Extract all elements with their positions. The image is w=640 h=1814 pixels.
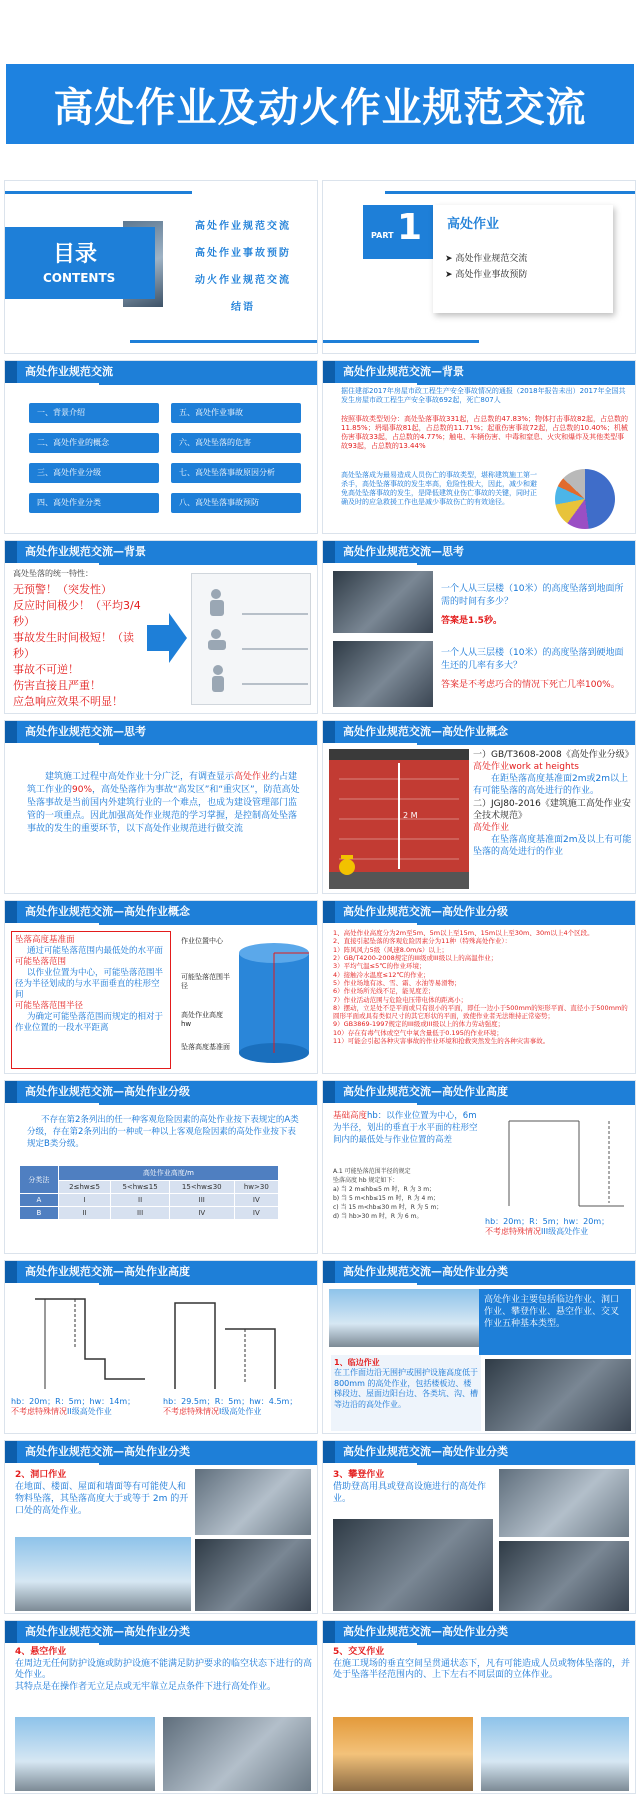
slide-header: 高处作业规范交流 <box>5 361 317 383</box>
agenda-item[interactable]: 七、高处坠落事故原因分析 <box>171 463 301 483</box>
slide-background-stats <box>322 360 636 534</box>
scaffold-photo <box>333 571 433 633</box>
right-arrow-icon <box>147 613 187 663</box>
term-definition: 以作业位置为中心，可能坠落范围半径为半径划成的与水平面垂直的柱形空间 <box>15 968 164 1001</box>
falling-figures-diagram <box>191 573 311 705</box>
agenda-item[interactable]: 四、高处作业分类 <box>29 493 159 513</box>
toc-item[interactable]: 高处作业事故预防 <box>195 248 291 259</box>
char-line: 伤害直接且严重！ <box>13 679 101 693</box>
slide-grading-list <box>322 900 636 1074</box>
title-band <box>6 64 634 144</box>
think-paragraph <box>27 771 303 836</box>
table-row <box>20 1207 279 1220</box>
agenda-item[interactable]: 六、高处坠落的危害 <box>171 433 301 453</box>
grading-item: 8）摆动，立足处不是平面或只有很小的平面，即任一边小于500mm的矩形平面、直径小于500mm的圆形平面或具有类似尺寸的其它形状的平面，致使作业者无法维持正常姿势； <box>333 1003 628 1021</box>
grading-line: 2、直接引起坠落的客观危险因素分为11种（特殊高处作业）： <box>333 937 512 946</box>
climbing-photo-top <box>499 1469 629 1537</box>
slide-header: 高处作业规范交流—高处作业概念 <box>5 901 317 923</box>
grading-item: 5）作业场地有冰、雪、霜、水油等易滑物； <box>333 978 461 987</box>
table-col: 2≤hw≤5 <box>58 1181 110 1194</box>
type-title: 5、交叉作业 <box>333 1647 385 1657</box>
part-item-text: 高处作业规范交流 <box>455 254 528 264</box>
term: 坠落高度基准面 <box>15 935 75 945</box>
grading-table <box>19 1165 279 1220</box>
type-title: 2、洞口作业 <box>15 1470 67 1480</box>
slide-hole-work <box>4 1440 318 1614</box>
slide-suspended-work <box>4 1620 318 1794</box>
radius-table <box>333 1167 483 1221</box>
height-illustration <box>329 749 469 889</box>
floor-opening-photo <box>15 1537 191 1611</box>
climbing-photo-bottom <box>499 1541 629 1611</box>
site-photo <box>333 641 433 707</box>
part-item-text: 高处作业事故预防 <box>455 270 528 280</box>
slide-header: 高处作业规范交流—高处作业分类 <box>5 1441 317 1463</box>
cross-work-text <box>333 1647 631 1682</box>
type-definition: 在施工现场的垂直空间呈贯通状态下，凡有可能造成人员或物体坠落的，并处于坠落半径范围内的、上下左右不同层面的立体作业。 <box>333 1658 631 1681</box>
answer: 答案是不考虑巧合的情况下死亡几率100%。 <box>441 680 620 690</box>
type-definition: 在地面、楼面、屋面和墙面等有可能使人和物料坠落，其坠落高度大于或等于 2m 的开口处的高处作业。 <box>15 1482 189 1517</box>
slide-header: 高处作业规范交流—思考 <box>5 721 317 743</box>
radius-line: d) 当 hb>30 m 时，R 为 6 m。 <box>333 1213 423 1220</box>
char-line: 事故发生时间极短！（读秒） <box>13 631 134 661</box>
char-line: 事故不可逆！ <box>13 663 79 677</box>
cross-work-photo-right <box>481 1717 629 1791</box>
caption-level: II级高处作业 <box>67 1407 112 1417</box>
caption-note: 不考虑特殊情况 <box>485 1227 541 1237</box>
standard-name: 二）JGJ80-2016《建筑施工高处作业安全技术规范》 <box>473 798 631 821</box>
radius-line: a) 当 2 m≤hb≤5 m 时，R 为 3 m； <box>333 1186 436 1193</box>
row-key: B <box>20 1207 59 1220</box>
table-cell: II <box>58 1207 110 1220</box>
table-col: 5<hw≤15 <box>111 1181 170 1194</box>
slide-header: 高处作业规范交流—高处作业分类 <box>5 1621 317 1643</box>
slide-header: 高处作业规范交流—背景 <box>5 541 317 563</box>
right-caption <box>163 1397 315 1418</box>
slide-concept-cylinder <box>4 900 318 1074</box>
part-item: ➤ 高处作业事故预防 <box>445 270 528 280</box>
para-text: ，高处坠落作为事故“高发区”和“重灾区”，防范高处坠落事故是当前国内外建筑行业的一个难点，也成为建设管理部门监管的一项重点。因此加强高处作业规范的学习掌握，是控制高处坠落事故的发生的重要环节，以下高处作业规范进行做交流 <box>27 785 300 835</box>
accident-pie-chart <box>555 469 615 529</box>
diagram-label: 可能坠落范围半径 <box>181 973 230 991</box>
definitions-box <box>11 931 171 1069</box>
agenda-item[interactable]: 三、高处作业分级 <box>29 463 159 483</box>
slide-think-paragraph <box>4 720 318 894</box>
ruler-label: 2 M <box>403 811 418 820</box>
grading-line: 1、高处作业高度分为2m至5m、5m以上至15m、15m以上至30m、30m以上4个区段。 <box>333 929 594 937</box>
basis-definition: hb：以作业位置为中心，6m为半径，划出的垂直于水平面的柱形空间内的最低处与作业位置的高差 <box>333 1111 478 1145</box>
term: 可能坠落范围 <box>15 957 67 968</box>
title-banner <box>0 0 640 170</box>
agenda-item[interactable]: 一、背景介绍 <box>29 403 159 423</box>
row-key: A <box>20 1194 59 1207</box>
type-title: 4、悬空作业 <box>15 1647 67 1657</box>
keyword: 高处作业work at heights <box>473 762 579 773</box>
edge-work-photo <box>485 1359 631 1431</box>
table-cell: II <box>111 1194 170 1207</box>
table-row <box>20 1194 279 1207</box>
slide-part1 <box>322 180 636 354</box>
toc-item[interactable]: 结语 <box>231 302 255 313</box>
table-cell: IV <box>234 1194 278 1207</box>
type-definition: 在周边无任何防护设施或防护设施不能满足防护要求的临空状态下进行的高处作业。 <box>15 1658 313 1681</box>
grading-item: 9）GB3869-1997规定的III级或III级以上的体力劳动强度； <box>333 1020 505 1029</box>
table-corner: 分类法 <box>20 1166 59 1194</box>
slide-header: 高处作业规范交流—高处作业分类 <box>323 1621 635 1643</box>
toc-heading: 目录 <box>53 242 98 267</box>
suspended-text <box>15 1647 313 1694</box>
basis-term: 基础高度 <box>333 1111 368 1121</box>
grading-item: 4）接触冷水温度≤12℃的作业； <box>333 970 430 979</box>
type-feature: 其特点是在操作者无立足点或无牢靠立足点条件下进行高处作业。 <box>15 1682 277 1693</box>
diagram-label: 坠落高度基准面 <box>181 1043 230 1051</box>
ladder-photo <box>333 1519 493 1611</box>
table-header: 高处作业高度/m <box>58 1166 278 1181</box>
gondola-photo <box>163 1717 311 1791</box>
intro-box <box>479 1289 631 1355</box>
question: 一个人从三层楼（10米）的高度坠落到硬地面生还的几率有多大？ <box>441 648 624 671</box>
page-title: 高处作业及动火作业规范交流 <box>53 84 587 131</box>
table-cell: IV <box>234 1207 278 1220</box>
question: 一个人从三层楼（10米）的高度坠落到地面所需的时间有多少？ <box>441 584 624 607</box>
slide-header: 高处作业规范交流—背景 <box>323 361 635 383</box>
radius-title: A.1 可能坠落范围半径的规定 <box>333 1168 411 1175</box>
left-section-diagram <box>15 1289 155 1393</box>
top-strip <box>5 191 192 194</box>
grading-item: 6）作业场所光线不足，能见度差； <box>333 987 435 996</box>
toc-item[interactable]: 动火作业规范交流 <box>195 275 291 286</box>
part-card <box>433 205 613 313</box>
table-cell: I <box>58 1194 110 1207</box>
hole-photo <box>195 1469 311 1535</box>
toc-heading-box <box>5 227 155 299</box>
climbing-text <box>333 1469 493 1505</box>
grading-list <box>333 929 629 1045</box>
slide-height-diagrams <box>4 1260 318 1434</box>
caption-values: hb：20m；R：5m；hw：20m； <box>485 1217 610 1226</box>
part-item: ➤ 高处作业规范交流 <box>445 254 528 264</box>
right-section-diagram <box>165 1289 311 1393</box>
part-box <box>363 205 433 259</box>
slide-agenda <box>4 360 318 534</box>
grading-item: 2）GB/T4200-2008规定的III级或III级以上的高温作业； <box>333 953 498 962</box>
height-caption <box>485 1217 633 1238</box>
table-col: 15<hw≤30 <box>169 1181 234 1194</box>
type-definition: 在工作面边沿无围护或围护设施高度低于 800mm 的高处作业，包括楼板边、楼梯段边、屋面边阳台边、各类坑、沟、槽等边沿的高处作业。 <box>334 1368 478 1409</box>
stats-breakdown: 按照事故类型划分：高处坠落事故331起，占总数的47.83%；物体打击事故82起，占总数的11.85%；坍塌事故81起，占总数的11.71%；起重伤害事故72起，占总数的10.40%；机械伤害事故33起，占总数的4.77%；触电、车辆伤害、中毒和窒息、火灾和爆炸及其他类型事故93起，占总数的13.44% <box>341 415 628 451</box>
agenda-item[interactable]: 五、高处作业事故 <box>171 403 301 423</box>
agenda-item[interactable]: 二、高处作业的概念 <box>29 433 159 453</box>
grading-item: 10）存在有毒气体或空气中氧含量低于0.195的作业环境； <box>333 1028 503 1037</box>
para-text: 建筑施工过程中高处作业十分广泛，有调查显示 <box>45 772 235 782</box>
answer: 答案是1.5秒。 <box>441 616 502 626</box>
bottom-strip <box>323 340 479 343</box>
part-label: PART <box>371 231 394 240</box>
bottom-strip <box>130 340 317 343</box>
toc-list <box>175 217 311 325</box>
slide-header: 高处作业规范交流—高处作业高度 <box>323 1081 635 1103</box>
toc-heading-en: CONTENTS <box>43 271 116 285</box>
agenda-item[interactable]: 八、高处坠落事故预防 <box>171 493 301 513</box>
slide-header: 高处作业规范交流—高处作业高度 <box>5 1261 317 1283</box>
slide-toc <box>4 180 318 354</box>
definition: 在距坠落高度基准面2m或2m以上有可能坠落的高处进行的作业。 <box>473 774 628 797</box>
term: 可能坠落范围半径 <box>15 1001 84 1012</box>
keyword: 高处作业 <box>473 822 510 833</box>
caption-level: I级高处作业 <box>219 1407 262 1417</box>
standard-name: 一）GB/T3608-2008《高处作业分级》 <box>473 750 634 760</box>
table-cell: III <box>169 1194 234 1207</box>
slide-concept-standard <box>322 720 636 894</box>
shaft-photo <box>195 1539 311 1611</box>
char-line: 反应时间极少！（平均3/4秒） <box>13 599 141 629</box>
radius-line: b) 当 5 m<hb≤15 m 时，R 为 4 m； <box>333 1195 440 1202</box>
diagram-label: 高处作业高度hw <box>181 1011 223 1029</box>
table-col: hw>30 <box>234 1181 278 1194</box>
grading-item: 1）阵风风力5级（风速8.0m/s）以上； <box>333 945 449 954</box>
type-definition: 借助登高用具或登高设施进行的高处作业。 <box>333 1482 487 1505</box>
slide-classification-intro <box>322 1260 636 1434</box>
char-line: 无预警！（突发性） <box>13 583 112 597</box>
term-definition: 为确定可能坠落范围而规定的相对于作业位置的一段水平距离 <box>15 1012 164 1034</box>
slide-header: 高处作业规范交流—高处作业分级 <box>323 901 635 923</box>
slide-header: 高处作业规范交流—思考 <box>323 541 635 563</box>
type-title: 3、攀登作业 <box>333 1470 385 1480</box>
table-cell: IV <box>169 1207 234 1220</box>
grading-item: 11）可能会引起各种灾害事故的作业环境和抢救突然发生的各种灾害事故。 <box>333 1037 550 1046</box>
grading-item: 3）平均气温≤5℃的作业环境； <box>333 962 426 971</box>
term-definition: 通过可能坠落范围内最低处的水平面 <box>27 946 164 957</box>
char-intro: 高处坠落的统一特性： <box>13 569 93 578</box>
para-highlight: 90% <box>72 785 93 796</box>
site-photo <box>329 1289 479 1347</box>
top-strip <box>385 191 635 194</box>
slide-climbing-work <box>322 1440 636 1614</box>
toc-item[interactable]: 高处作业规范交流 <box>195 221 291 232</box>
slide-height-basis <box>322 1080 636 1254</box>
slide-cross-work <box>322 1620 636 1794</box>
grading-text: 不存在第2条列出的任一种客观危险因素的高处作业按下表规定的A类分级，存在第2条列出的一种或一种以上客观危险因素的高处作业按下表规定B类分级。 <box>27 1115 299 1149</box>
type-title: 1、临边作业 <box>334 1358 380 1367</box>
definition: 在坠落高度基准面2m及以上有可能坠落的高处进行的作业 <box>473 834 632 858</box>
cylinder-diagram <box>237 941 311 1071</box>
edge-work-box <box>331 1355 481 1431</box>
stats-intro: 据住建部2017年房屋市政工程生产安全事故情况的通报（2018年报告未出）2017年全国共发生房屋市政工程生产安全事故692起，死亡807人 <box>341 387 626 405</box>
hole-work-text <box>15 1469 191 1518</box>
slide-header: 高处作业规范交流—高处作业概念 <box>323 721 635 743</box>
slide-grading-table <box>4 1080 318 1254</box>
grading-item: 7）作业活动范围与危险电压带电体的距离小； <box>333 995 468 1004</box>
para-text: 约占建筑工作业的 <box>27 772 298 796</box>
part-number: 1 <box>397 207 423 248</box>
caption-note: 不考虑特殊情况 <box>163 1407 219 1417</box>
intro-text: 高处作业主要包括临边作业、洞口作业、攀登作业、悬空作业、交叉作业五种基本类型。 <box>484 1295 620 1330</box>
caption-level: III级高处作业 <box>541 1227 589 1237</box>
rope-access-photo <box>15 1717 155 1791</box>
cross-work-photo-left <box>333 1717 473 1791</box>
building-section-diagram <box>499 1111 629 1211</box>
caption-note: 不考虑特殊情况 <box>11 1407 67 1417</box>
radius-line: c) 当 15 m<hb≤30 m 时，R 为 5 m； <box>333 1204 443 1211</box>
slide-think-qa <box>322 540 636 714</box>
char-line: 应急响应效果不明显！ <box>13 695 123 709</box>
table-cell: III <box>111 1207 170 1220</box>
height-basis-text <box>333 1109 483 1145</box>
diagram-label: 作业位置中心 <box>181 937 223 945</box>
caption-values: hb：20m；R：5m；hw：14m； <box>11 1397 136 1406</box>
caption-values: hb：29.5m；R：5m；hw：4.5m； <box>163 1397 298 1406</box>
concept-text <box>473 749 633 858</box>
stats-conclusion: 高处坠落成为最易造成人员伤亡的事故类型，堪称建筑施工第一杀手，高处坠落事故的发生率高，危险性极大，因此，减少和避免高处坠落事故的发生，是降低建筑业伤亡事故的关键，同时正确及时的应急救援工作也是减少事故伤亡的有效途径。 <box>341 471 537 507</box>
slide-characteristics <box>4 540 318 714</box>
part-title: 高处作业 <box>447 217 500 232</box>
left-caption <box>11 1397 161 1418</box>
char-box <box>13 569 145 709</box>
slide-header: 高处作业规范交流—高处作业分类 <box>323 1261 635 1283</box>
para-highlight: 高处作业 <box>234 772 271 782</box>
slide-header: 高处作业规范交流—高处作业分级 <box>5 1081 317 1103</box>
slide-header: 高处作业规范交流—高处作业分类 <box>323 1441 635 1463</box>
radius-line: 坠落高度 hb 规定如下： <box>333 1177 399 1184</box>
